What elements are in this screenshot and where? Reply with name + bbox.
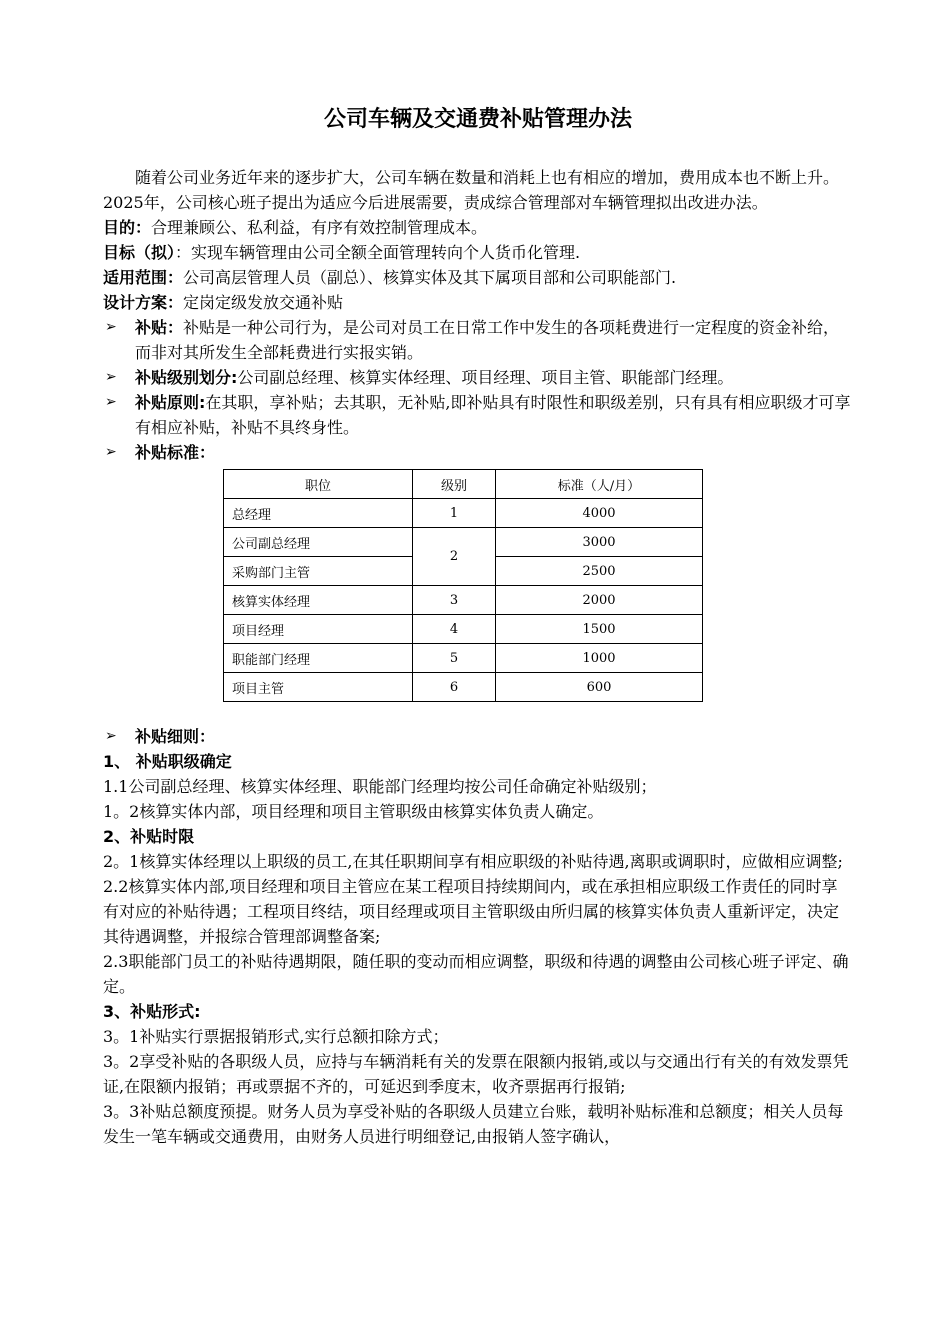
cell-standard: 1500 — [496, 615, 703, 644]
arrow-bullet-icon: ➢ — [105, 394, 117, 410]
cell-level: 1 — [413, 499, 496, 528]
section-item: 1。2核算实体内部，项目经理和项目主管职级由核算实体负责人确定。 — [103, 802, 604, 821]
design-line — [103, 290, 853, 315]
table-header-row — [224, 470, 703, 499]
section-heading-text: 1、 补贴职级确定 — [103, 752, 232, 771]
section-item: 3。1补贴实行票据报销形式,实行总额扣除方式； — [103, 1027, 449, 1046]
bullet-item — [103, 390, 853, 440]
bullet-text: 在其职，享补贴；去其职，无补贴,即补贴具有时限性和职级差别，只有具有相应职级才可享有相应补贴，补贴不具终身性。 — [135, 393, 851, 437]
scope-label: 适用范围： — [103, 268, 184, 287]
cell-standard: 2000 — [496, 586, 703, 615]
bullet-label: 补贴级别划分: — [135, 368, 238, 387]
scope-line — [103, 265, 853, 290]
table-row — [224, 644, 703, 673]
document-title: 公司车辆及交通费补贴管理办法 — [323, 107, 632, 132]
section-heading — [103, 749, 853, 774]
bullet-label: 补贴标准： — [135, 443, 216, 462]
section-item: 2。1核算实体经理以上职级的员工,在其任职期间享有相应职级的补贴待遇,离职或调职时，应做相应调整; — [103, 852, 843, 871]
cell-level: 4 — [413, 615, 496, 644]
details-heading — [103, 724, 853, 749]
bullet-text: 补贴是一种公司行为，是公司对员工在日常工作中发生的各项耗费进行一定程度的资金补给，而非对其所发生全部耗费进行实报实销。 — [135, 318, 840, 362]
cell-position: 总经理 — [224, 499, 413, 528]
cell-level: 5 — [413, 644, 496, 673]
header-standard: 标准（人/月） — [496, 470, 703, 499]
bullet-text: 公司副总经理、核算实体经理、项目经理、项目主管、职能部门经理。 — [237, 368, 734, 387]
scope-text: 公司高层管理人员（副总）、核算实体及其下属项目部和公司职能部门. — [183, 268, 677, 287]
section-item: 3。2享受补贴的各职级人员，应持与车辆消耗有关的发票在限额内报销,或以与交通出行有关的有效发票凭证,在限额内报销；再或票据不齐的，可延迟到季度末，收齐票据再行报销; — [103, 1052, 849, 1096]
section-heading — [103, 824, 853, 849]
cell-position: 核算实体经理 — [224, 586, 413, 615]
design-text: 定岗定级发放交通补贴 — [183, 293, 344, 312]
intro-paragraph: 随着公司业务近年来的逐步扩大，公司车辆在数量和消耗上也有相应的增加，费用成本也不断上升。2025年，公司核心班子提出为适应今后进展需要，责成综合管理部对车辆管理拟出改进办法。 — [103, 168, 840, 212]
bullet-item — [103, 440, 853, 465]
cell-level: 6 — [413, 673, 496, 702]
cell-level: 3 — [413, 586, 496, 615]
section-item: 1.1公司副总经理、核算实体经理、职能部门经理均按公司任命确定补贴级别； — [103, 777, 657, 796]
cell-standard: 2500 — [496, 557, 703, 586]
bullet-item — [103, 365, 853, 390]
target-label: 目标（拟） — [103, 243, 176, 262]
header-position: 职位 — [224, 470, 413, 499]
table-row — [224, 586, 703, 615]
target-text: ：实现车辆管理由公司全额全面管理转向个人货币化管理. — [175, 243, 581, 262]
arrow-bullet-icon: ➢ — [105, 369, 117, 385]
header-level: 级别 — [413, 470, 496, 499]
purpose-line — [103, 215, 853, 240]
arrow-bullet-icon: ➢ — [105, 444, 117, 460]
cell-standard: 4000 — [496, 499, 703, 528]
target-line — [103, 240, 853, 265]
design-label: 设计方案： — [103, 293, 184, 312]
table-row — [224, 528, 703, 557]
cell-position: 采购部门主管 — [224, 557, 413, 586]
cell-standard: 1000 — [496, 644, 703, 673]
section-item: 2.3职能部门员工的补贴待遇期限，随任职的变动而相应调整，职级和待遇的调整由公司核心班子评定、确定。 — [103, 952, 849, 996]
cell-position: 职能部门经理 — [224, 644, 413, 673]
cell-standard: 600 — [496, 673, 703, 702]
bullet-label: 补贴： — [135, 318, 184, 337]
table-row — [224, 615, 703, 644]
cell-position: 公司副总经理 — [224, 528, 413, 557]
document-page — [103, 105, 853, 1149]
table-row — [224, 499, 703, 528]
cell-standard: 3000 — [496, 528, 703, 557]
bullet-item — [103, 315, 853, 365]
cell-level-merged: 2 — [413, 528, 496, 586]
bullet-label: 补贴原则: — [135, 393, 206, 412]
section-item: 2.2核算实体内部,项目经理和项目主管应在某工程项目持续期间内，或在承担相应职级工作责任的同时享有对应的补贴待遇；工程项目终结，项目经理或项目主管职级由所归属的核算实体负责人重新评定，决定其待遇调整，并报综合管理部调整备案; — [103, 877, 840, 946]
cell-position: 项目主管 — [224, 673, 413, 702]
purpose-text: 合理兼顾公、私利益，有序有效控制管理成本。 — [151, 218, 488, 237]
table-row — [224, 673, 703, 702]
arrow-bullet-icon: ➢ — [105, 728, 117, 744]
details-heading-text: 补贴细则： — [135, 727, 216, 746]
spacer — [103, 702, 853, 724]
section-heading-text: 3、补贴形式: — [103, 1002, 201, 1021]
section-item: 3。3补贴总额度预提。财务人员为享受补贴的各职级人员建立台账，载明补贴标准和总额度；相关人员每发生一笔车辆或交通费用，由财务人员进行明细登记,由报销人签字确认， — [103, 1102, 844, 1146]
subsidy-standard-table — [223, 469, 703, 702]
cell-position: 项目经理 — [224, 615, 413, 644]
arrow-bullet-icon: ➢ — [105, 319, 117, 335]
section-heading — [103, 999, 853, 1024]
purpose-label: 目的： — [103, 218, 152, 237]
section-heading-text: 2、补贴时限 — [103, 827, 195, 846]
